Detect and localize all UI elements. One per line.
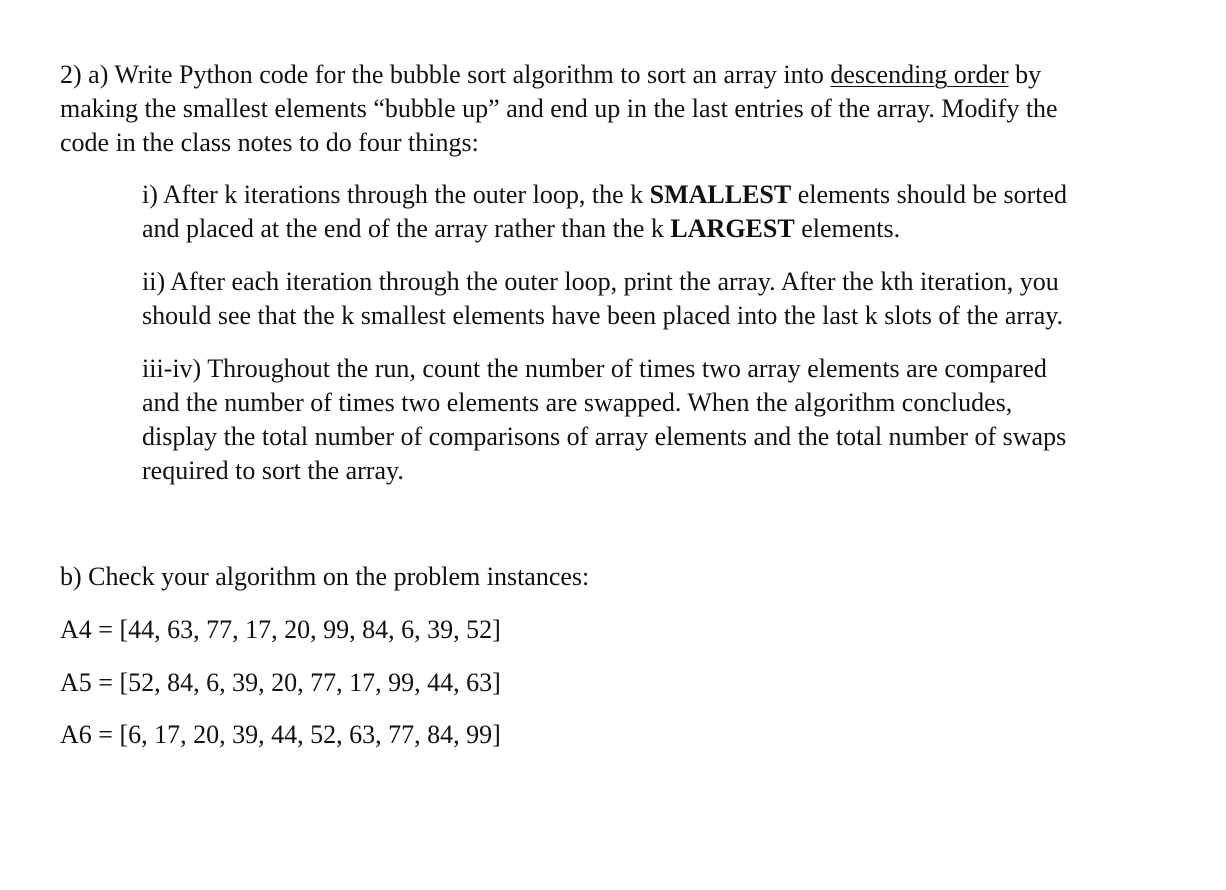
requirement-text: elements. <box>794 214 901 243</box>
requirement-iii-iv <box>142 352 1066 488</box>
requirement-i <box>142 178 1067 246</box>
intro-text: by <box>1008 60 1042 89</box>
intro-line-2: making the smallest elements “bubble up” and end up in the last entries of the array. Modify the <box>60 94 1058 123</box>
requirement-iii-line-3: display the total number of comparisons of array elements and the total number of swaps <box>142 422 1067 451</box>
instance-a4: A4 = [44, 63, 77, 17, 20, 99, 84, 6, 39, 52] <box>60 615 501 644</box>
instance-a5: A5 = [52, 84, 6, 39, 20, 77, 17, 99, 44, 63] <box>60 668 501 697</box>
requirement-text: elements should be sorted <box>791 180 1068 209</box>
requirement-i-line-1 <box>142 178 1067 212</box>
bold-keyword: SMALLEST <box>649 180 792 209</box>
requirement-ii <box>142 265 1063 333</box>
intro-text: 2) a) Write Python code for the bubble sort algorithm to sort an array into <box>60 60 831 89</box>
question-intro <box>60 58 1058 160</box>
part-b-heading: b) Check your algorithm on the problem instances: <box>60 562 590 591</box>
requirement-ii-line-1: ii) After each iteration through the outer loop, print the array. After the kth iteration, you <box>142 267 1059 296</box>
requirement-text: i) After k iterations through the outer loop, the k <box>142 180 650 209</box>
intro-line-1 <box>60 58 1058 92</box>
bold-keyword: LARGEST <box>670 214 795 243</box>
requirement-i-line-2 <box>142 212 1067 246</box>
underlined-phrase: descending order <box>830 60 1009 89</box>
intro-line-3: code in the class notes to do four things: <box>60 128 479 157</box>
instance-a6: A6 = [6, 17, 20, 39, 44, 52, 63, 77, 84, 99] <box>60 720 501 749</box>
requirement-iii-line-2: and the number of times two elements are swapped. When the algorithm concludes, <box>142 388 1013 417</box>
requirement-ii-line-2: should see that the k smallest elements have been placed into the last k slots of the array. <box>142 301 1064 330</box>
requirement-text: and placed at the end of the array rather than the k <box>142 214 671 243</box>
requirement-iii-line-1: iii-iv) Throughout the run, count the number of times two array elements are compared <box>142 354 1047 383</box>
requirement-iii-line-4: required to sort the array. <box>142 456 404 485</box>
